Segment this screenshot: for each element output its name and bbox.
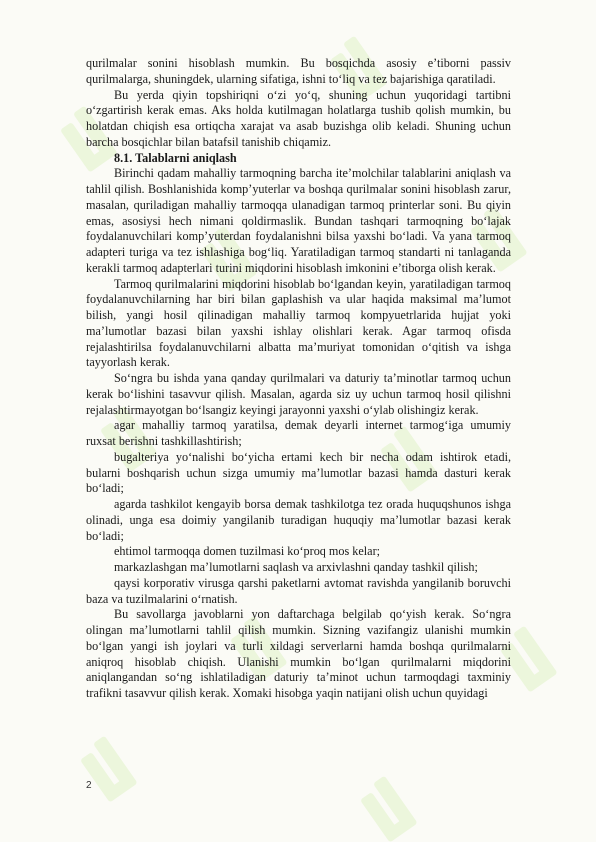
paragraph: Birinchi qadam mahalliy tarmoqning barcha ite’molchilar talablarini aniqlash va tahlil qilish. Boshlanishida komp’yuterlar va boshqa qurilmalar sonini hisoblash zarur, masalan, quriladigan mahalliy tarmoqqa ulanadigan tarmoq printerlar soni. Bu qiyin emas, asosiysi hech nimani qoldirmaslik. Bundan tashqari tarmoqning bo‘lajak foydalanuvchilari komp’yuterdan foydalanishni bilsa yaxshi bo‘ladi. Va yana tarmoq adapteri turiga va tez ishlashiga bog‘liq. Yaratiladigan tarmoq standarti ni tanlaganda kerakli tarmoq adapterlari turini miqdorini hisoblash imkonini e’tiborga olish kerak. xyxy=(86,166,511,275)
list-item: agar mahalliy tarmoq yaratilsa, demak deyarli internet tarmog‘iga umumiy ruxsat berishni tashkillashtirish; xyxy=(86,418,511,448)
paragraph: Bu savollarga javoblarni yon daftarchaga belgilab qo‘yish kerak. So‘ngra olingan ma’lumotlarni tahlil qilish mumkin. Sizning vazifangiz ulanishi mumkin bo‘lgan yangi ish joylari va turli xildagi serverlarni hamda boshqa qurilmalarni aniqroq hisoblab chiqish. Ulanishi mumkin bo‘lgan qurilmalarni miqdorini aniqlangandan so‘ng ishlatiladigan daturiy ta’minot uchun tarmoqdagi taxminiy trafikni tasavvur qilish kerak. Xomaki hisobga yaqin natijani olish uchun quyidagi xyxy=(86,607,511,700)
list-item: qaysi korporativ virusga qarshi paketlarni avtomat ravishda yangilanib boruvchi baza va tuzilmalarini o‘rnatish. xyxy=(86,575,511,606)
list-item: markazlashgan ma’lumotlarni saqlash va arxivlashni qanday tashkil qilish; xyxy=(114,560,478,574)
paragraph: qurilmalar sonini hisoblash mumkin. Bu bosqichda asosiy e’tiborni passiv qurilmalarga, shuningdek, ularning sifatiga, ishni to‘liq va tez bajarishiga qaratiladi. xyxy=(86,56,511,86)
list-item: ehtimol tarmoqqa domen tuzilmasi ko‘proq mos kelar; xyxy=(114,544,381,559)
page-number: 2 xyxy=(86,780,92,791)
paragraph: Bu yerda qiyin topshiriqni o‘zi yo‘q, shuning uchun yuqoridagi tartibni o‘zgartirish kerak emas. Aks holda kutilmagan holatlarga tushib qolish mumkin, bu holatdan chiqish esa ortiqcha xarajat va asab buzishga olib keladi. Shuning uchun barcha bosqichlar bilan batafsil tanishib chiqamiz. xyxy=(86,87,511,149)
body-text xyxy=(86,56,511,702)
section-heading: 8.1. Talablarni aniqlash xyxy=(114,150,237,165)
paragraph: Tarmoq qurilmalarini miqdorini hisoblab bo‘lgandan keyin, yaratiladigan tarmoq foydalanuvchilarning har biri bilan gaplashish va ular haqida maksimal ma’lumot bilish, yangi hosil qilinadigan mahalliy tarmoq kompyuetrlarida hujjat yoki ma’lumotlar bazasi bilan yaxshi ishlay olishlari kerak. Agar tarmoq ofisda rejalashtirilsa foydalanuvchilarni albatta ma’muriyat tomonidan o‘qitish va ishga tayyorlash kerak. xyxy=(86,276,511,370)
list-item: bugalteriya yo‘nalishi bo‘yicha ertami kech bir necha odam ishtirok etadi, bularni boshqarish uchun sizga umumiy ma’lumotlar bazasi hamda dasturi kerak bo‘ladi; xyxy=(86,449,511,496)
paragraph: So‘ngra bu ishda yana qanday qurilmalari va daturiy ta’minotlar tarmoq uchun kerak bo‘lishini tasavvur qilish. Masalan, agarda siz uy uchun tarmoq hosil qilishni rejalashtirmayotgan bo‘lsangiz keyingi jarayonni yaxshi o‘ylab olishingiz kerak. xyxy=(86,371,511,417)
watermark-mark xyxy=(77,736,138,803)
list-item: agarda tashkilot kengayib borsa demak tashkilotga tez orada huquqshunos ishga olinadi, unga esa doimiy yangilanib turadigan huquqiy ma’lumotlar bazasi kerak bo‘ladi; xyxy=(86,497,511,543)
watermark-mark xyxy=(357,776,418,842)
